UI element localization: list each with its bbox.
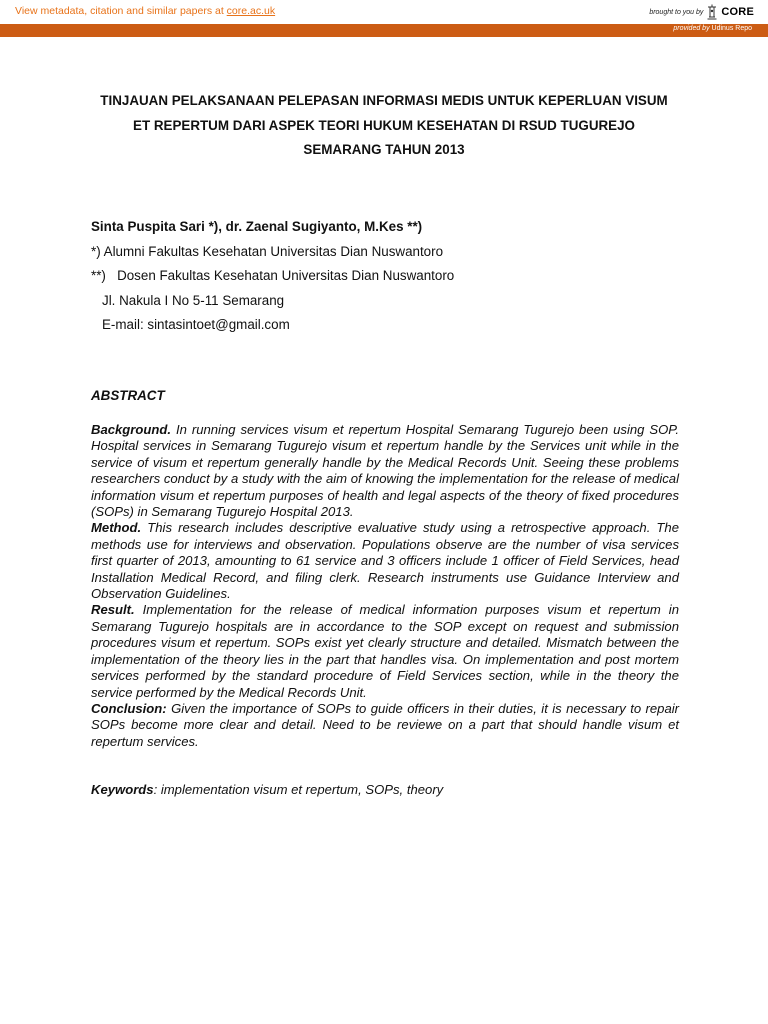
core-link-prefix[interactable]: View metadata, citation and similar papers at <box>15 5 227 17</box>
core-logo-icon <box>706 4 718 20</box>
keywords <box>91 782 679 797</box>
abstract-conclusion <box>91 701 679 750</box>
result-label: Result. <box>91 602 135 618</box>
provided-prefix: provided by <box>673 25 710 32</box>
title-line: TINJAUAN PELAKSANAAN PELEPASAN INFORMASI MEDIS UNTUK KEPERLUAN VISUM <box>100 93 668 108</box>
core-brand-name: CORE <box>721 6 754 18</box>
brought-to-you-by[interactable] <box>649 4 754 20</box>
abstract-background <box>91 422 679 520</box>
background-text: In running services visum et repertum Hospital Semarang Tugurejo been using SOP. Hospital services in Semarang Tugurejo visum et repertum handle by the Services unit while in the service of visum et repertum generally handle by the Medical Records Unit. Seeing these problems researchers conduct by a study with the aim of knowing the implementation for the release of medical information visum et repertum purposes of health and legal aspects of the theory of fixed procedures (SOPs) in Semarang Tugurejo Hospital 2013. <box>91 422 679 520</box>
title-line: ET REPERTUM DARI ASPEK TEORI HUKUM KESEHATAN DI RSUD TUGUREJO <box>133 117 635 133</box>
title-line: SEMARANG TAHUN 2013 <box>303 142 465 157</box>
abstract-result <box>91 602 679 700</box>
abstract-body <box>91 422 679 750</box>
provider-name[interactable]: Udinus Repo <box>711 25 752 32</box>
paper-title <box>80 89 688 163</box>
abstract-heading: ABSTRACT <box>91 388 165 403</box>
core-banner <box>0 0 768 24</box>
core-metadata-link[interactable] <box>15 5 275 17</box>
author-names: Sinta Puspita Sari *), dr. Zaenal Sugiyanto, M.Kes **) <box>91 219 423 234</box>
email: E-mail: sintasintoet@gmail.com <box>102 317 290 333</box>
conclusion-label: Conclusion: <box>91 700 167 716</box>
author-block <box>91 215 691 338</box>
background-label: Background. <box>91 422 172 437</box>
core-url-link[interactable]: core.ac.uk <box>226 5 276 17</box>
method-text: This research includes descriptive evaluative study using a retrospective approach. The methods use for interviews and observation. Populations observe are the number of visa services first quarter of 2013, amounting to 61 service and 3 officers include 1 officer of Field Services, head Installation Medical Record, and filing clerk. Research instruments use Guidance Interview and Observation Guidelines. <box>91 520 679 602</box>
affiliation-marker: **) <box>91 268 106 284</box>
affiliation-lecturer-text: Dosen Fakultas Kesehatan Universitas Dian Nuswantoro <box>117 268 455 284</box>
affiliation-alumni: *) Alumni Fakultas Kesehatan Universitas Dian Nuswantoro <box>91 243 444 259</box>
keywords-label: Keywords <box>91 782 154 797</box>
keywords-text: : implementation visum et repertum, SOPs, theory <box>153 782 444 797</box>
provided-by-text <box>673 25 752 32</box>
abstract-method <box>91 520 679 602</box>
provided-by-bar <box>0 24 768 37</box>
affiliation-lecturer <box>91 264 691 289</box>
result-text: Implementation for the release of medical information purposes visum et repertum in Semarang Tugurejo hospitals are in accordance to the SOP except on request and submission procedures visum et repertum. SOPs exist yet clearly structure and detailed. Mismatch between the implementation of the theory lies in the part that handles visa. On implementation and post mortem services performed by the standard procedure of Field Services section, while in the theory the service performed by the Medical Records Unit. <box>91 602 679 700</box>
address: Jl. Nakula I No 5-11 Semarang <box>102 292 285 308</box>
conclusion-text: Given the importance of SOPs to guide officers in their duties, it is necessary to repair SOPs become more clear and detail. Need to be reviewe on a part that should handle visum et repertum services. <box>91 700 679 749</box>
brought-by-text: brought to you by <box>649 8 704 16</box>
method-label: Method. <box>91 520 142 536</box>
